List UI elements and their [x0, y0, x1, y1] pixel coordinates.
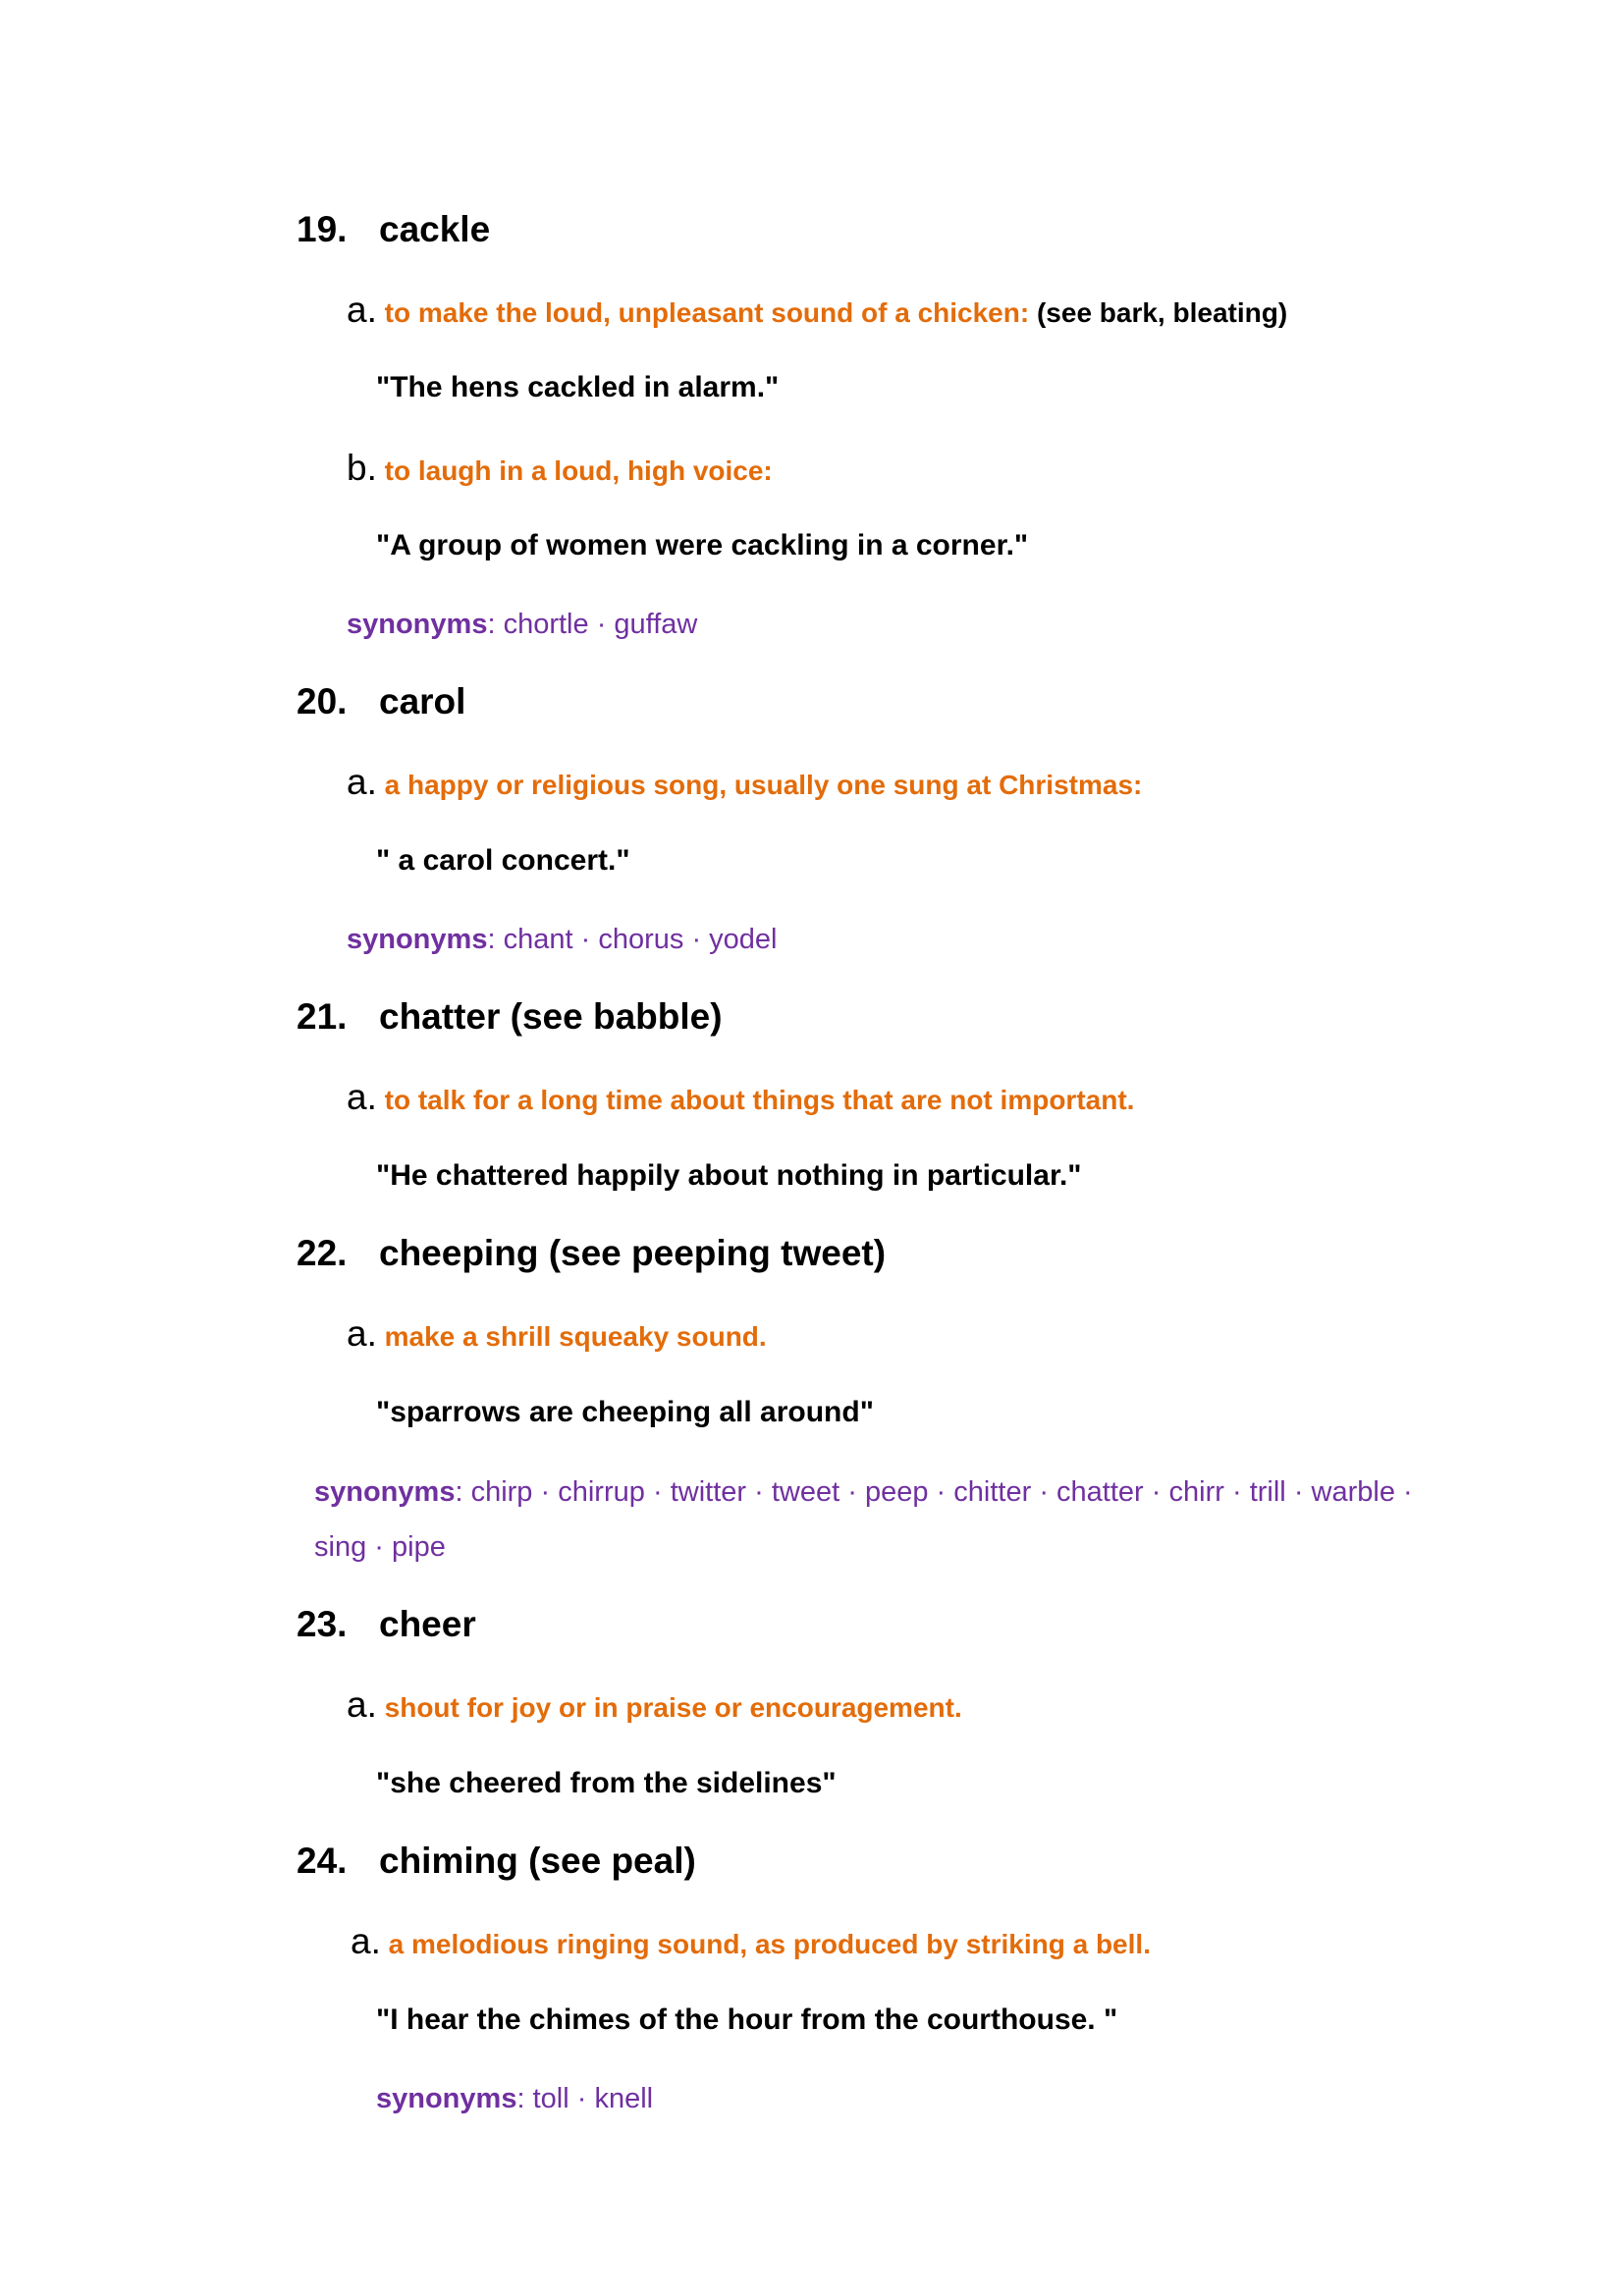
synonyms-label: synonyms [314, 1476, 456, 1508]
sense-line [347, 1077, 1135, 1118]
entry-number: 24. [297, 1841, 348, 1881]
entry-number: 22. [297, 1233, 348, 1273]
sense-line [347, 762, 1143, 803]
synonym: warble [1311, 1476, 1395, 1508]
synonym: guffaw [614, 609, 698, 640]
sense-definition: a happy or religious song, usually one sung at Christmas: [384, 770, 1143, 800]
example-sentence: "sparrows are cheeping all around" [376, 1396, 874, 1428]
synonym: chatter [1056, 1476, 1144, 1508]
sense-letter: a. [347, 1077, 377, 1117]
sense-letter: a. [347, 762, 377, 802]
example-sentence: "she cheered from the sidelines" [376, 1767, 837, 1799]
synonyms-label: synonyms [347, 924, 488, 955]
sense-line [347, 290, 1288, 331]
synonym: peep [864, 1476, 929, 1508]
synonym: trill [1249, 1476, 1286, 1508]
synonym: chortle [503, 609, 589, 640]
entry-word: chiming (see peal) [379, 1841, 696, 1881]
synonyms-line-continued: sing · pipe [314, 1531, 446, 1563]
sense-definition: shout for joy or in praise or encouragement. [384, 1692, 962, 1723]
entry-word: chatter (see babble) [379, 996, 723, 1037]
sense-line [351, 1921, 1151, 1962]
example-sentence: "He chattered happily about nothing in particular." [376, 1159, 1082, 1192]
sense-line [347, 448, 773, 489]
example-sentence: "The hens cackled in alarm." [376, 371, 780, 403]
entry-heading [297, 1603, 476, 1646]
entry-word: cheeping (see peeping tweet) [379, 1233, 887, 1273]
synonym: knell [594, 2083, 654, 2114]
synonyms-line: synonyms: chant · chorus · yodel [347, 924, 778, 955]
synonym: pipe [392, 1531, 446, 1563]
entry-word: cheer [379, 1604, 476, 1644]
synonym: chorus [598, 924, 684, 955]
sense-letter: a. [347, 1684, 377, 1725]
entry-heading [297, 1840, 696, 1883]
synonym: chitter [953, 1476, 1032, 1508]
synonyms-label: synonyms [347, 609, 488, 640]
synonyms-line: synonyms: toll · knell [376, 2083, 654, 2114]
synonym: sing [314, 1531, 367, 1563]
entry-number: 19. [297, 209, 348, 249]
sense-definition: to make the loud, unpleasant sound of a chicken: [384, 297, 1030, 328]
example-sentence: "A group of women were cackling in a corner." [376, 529, 1029, 561]
synonyms-line: synonyms: chortle · guffaw [347, 609, 698, 640]
synonyms-label: synonyms [376, 2083, 517, 2114]
sense-definition: to talk for a long time about things that are not important. [384, 1085, 1135, 1115]
synonym: tweet [771, 1476, 840, 1508]
synonym: twitter [670, 1476, 747, 1508]
entry-heading [297, 995, 723, 1039]
entry-heading [297, 208, 490, 251]
sense-definition: make a shrill squeaky sound. [384, 1321, 767, 1352]
synonym: chant [503, 924, 573, 955]
example-sentence: "I hear the chimes of the hour from the courthouse. " [376, 2003, 1118, 2036]
sense-letter: a. [351, 1921, 381, 1961]
synonyms-line: synonyms: chirp · chirrup · twitter · tweet · peep · chitter · chatter · chirr · trill · warble · [314, 1476, 1413, 1508]
sense-line [347, 1684, 962, 1726]
example-sentence: " a carol concert." [376, 844, 630, 877]
sense-definition: a melodious ringing sound, as produced by striking a bell. [388, 1929, 1151, 1959]
synonym: chirrup [558, 1476, 645, 1508]
synonym: yodel [709, 924, 778, 955]
sense-letter: b. [347, 448, 377, 488]
sense-letter: a. [347, 290, 377, 330]
entry-word: carol [379, 681, 466, 721]
entry-number: 20. [297, 681, 348, 721]
sense-line [347, 1313, 767, 1355]
synonym: chirr [1168, 1476, 1224, 1508]
entry-number: 23. [297, 1604, 348, 1644]
entry-heading [297, 680, 465, 723]
entry-number: 21. [297, 996, 348, 1037]
sense-cross-reference: (see bark, bleating) [1036, 297, 1288, 328]
synonym: toll [532, 2083, 569, 2114]
entry-heading [297, 1232, 886, 1275]
sense-letter: a. [347, 1313, 377, 1354]
entry-word: cackle [379, 209, 491, 249]
sense-definition: to laugh in a loud, high voice: [384, 455, 773, 486]
synonym: chirp [470, 1476, 533, 1508]
